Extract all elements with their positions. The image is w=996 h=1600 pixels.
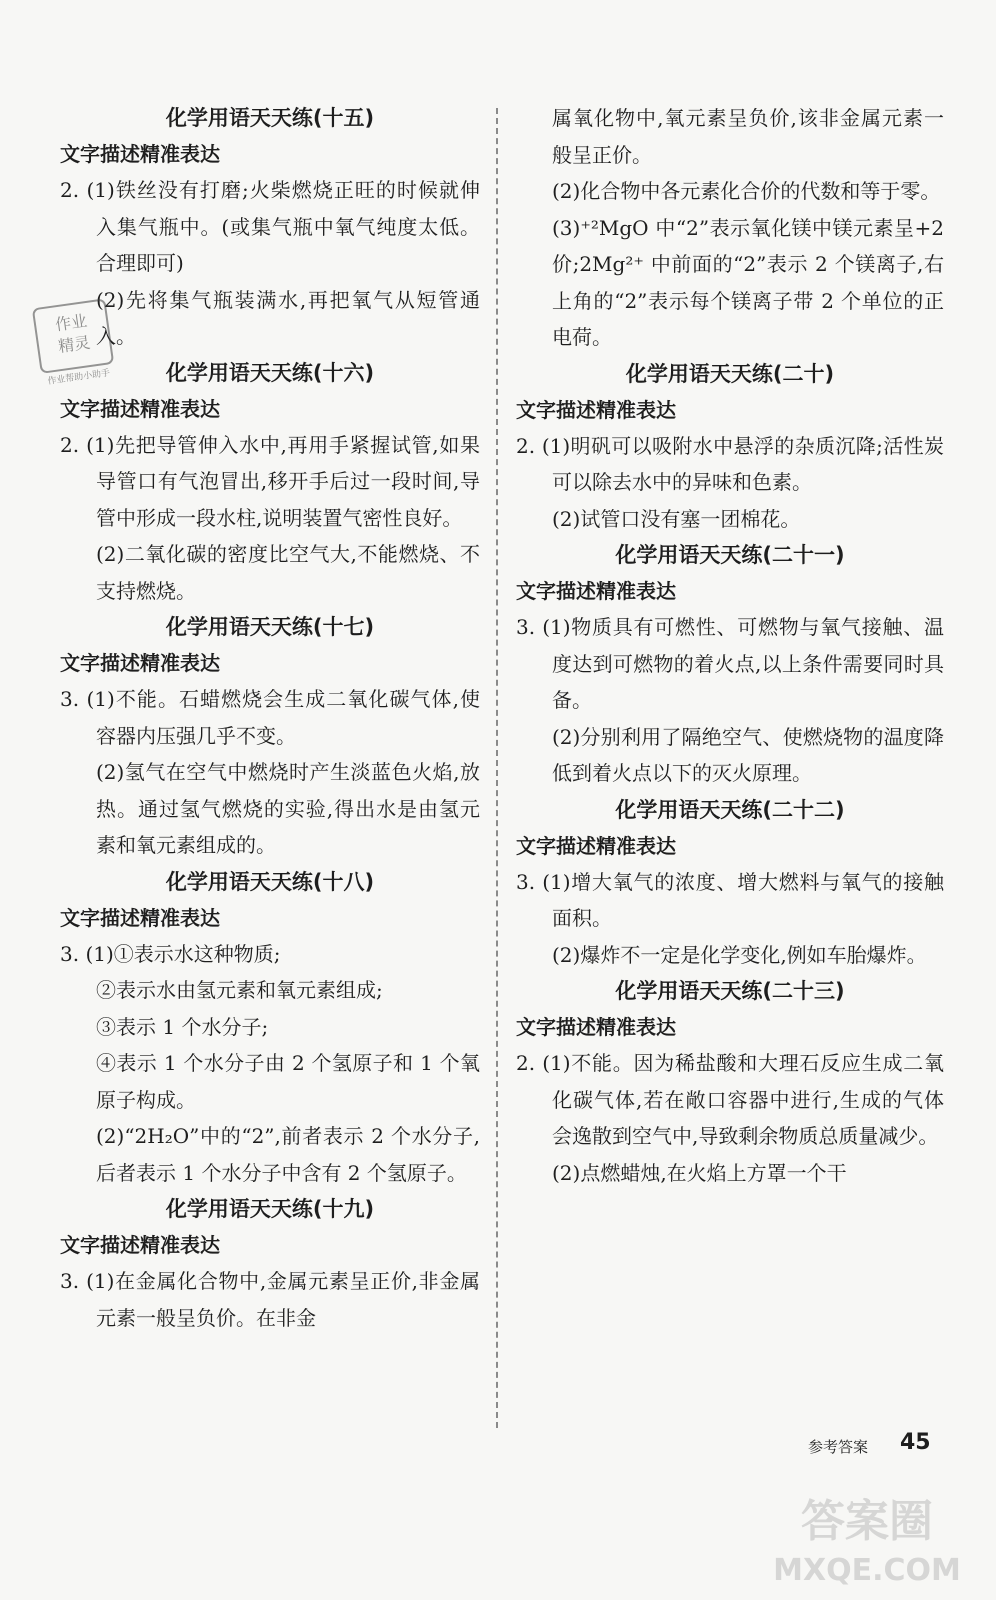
answer-paragraph: 3. (1)不能。石蜡燃烧会生成二氧化碳气体,使容器内压强几乎不变。 — [60, 687, 480, 748]
answer-paragraph: (3)⁺²MgO 中“2”表示氧化镁中镁元素呈+2 价;2Mg²⁺ 中前面的“2”表示 2 个镁离子,右上角的“2”表示每个镁离子带 2 个单位的正电荷。 — [552, 215, 944, 349]
section-title: 化学用语天天练(十六) — [165, 360, 375, 385]
section-title: 化学用语天天练(十七) — [165, 615, 375, 639]
answer-paragraph: 3. (1)物质具有可燃性、可燃物与氧气接触、温度达到可燃物的着火点,以上条件需要同时具备。 — [516, 615, 944, 712]
answer-paragraph: 2. (1)不能。因为稀盐酸和大理石反应生成二氧化碳气体,若在敞口容器中进行,生成的气体会逸散到空气中,导致剩余物质总质量减少。 — [516, 1051, 944, 1148]
right-column — [516, 100, 944, 1191]
stamp-line3: 作业帮助小助手 — [46, 368, 111, 387]
answer-paragraph: (2)氢气在空气中燃烧时产生淡蓝色火焰,放热。通过氢气燃烧的实验,得出水是由氢元素和氧元素组成的。 — [96, 760, 480, 857]
stamp-logo — [28, 295, 119, 391]
column-divider — [496, 108, 498, 1428]
section-title: 化学用语天天练(十八) — [165, 869, 375, 894]
answer-paragraph: (2)二氧化碳的密度比空气大,不能燃烧、不支持燃烧。 — [96, 542, 480, 603]
stamp-line2: 精灵 — [57, 332, 92, 357]
watermark-logo — [756, 1480, 978, 1590]
answer-paragraph: 属氧化物中,氧元素呈负价,该非金属元素一般呈正价。 — [552, 106, 944, 167]
section-title: 化学用语天天练(二十二) — [615, 797, 845, 822]
section-title: 化学用语天天练(十五) — [165, 106, 375, 130]
section-title: 化学用语天天练(二十) — [625, 361, 835, 386]
answer-paragraph: 3. (1)增大氧气的浓度、增大燃料与氧气的接触面积。 — [516, 869, 944, 930]
section-subtitle: 文字描述精准表达 — [516, 397, 676, 422]
answer-paragraph: 2. (1)明矾可以吸附水中悬浮的杂质沉降;活性炭可以除去水中的异味和色素。 — [516, 433, 944, 494]
answer-paragraph: 3. (1)①表示水这种物质; — [60, 941, 281, 966]
section-title: 化学用语天天练(二十三) — [615, 979, 845, 1003]
page-number: 45 — [900, 1430, 931, 1455]
answer-paragraph: ④表示 1 个水分子由 2 个氢原子和 1 个氧原子构成。 — [96, 1051, 480, 1112]
section-subtitle: 文字描述精准表达 — [60, 905, 220, 930]
section-title: 化学用语天天练(二十一) — [615, 543, 845, 567]
answer-paragraph: (2)试管口没有塞一团棉花。 — [552, 506, 801, 531]
section-title: 化学用语天天练(十九) — [165, 1197, 375, 1221]
footer-label: 参考答案 — [808, 1438, 869, 1456]
section-subtitle: 文字描述精准表达 — [60, 1233, 220, 1257]
section-subtitle: 文字描述精准表达 — [516, 833, 676, 858]
answer-paragraph: (2)分别利用了隔绝空气、使燃烧物的温度降低到着火点以下的灭火原理。 — [552, 724, 944, 785]
section-subtitle: 文字描述精准表达 — [516, 579, 676, 603]
watermark-top: 答案圈 — [801, 1496, 933, 1547]
section-subtitle: 文字描述精准表达 — [60, 651, 220, 675]
answer-paragraph: 2. (1)铁丝没有打磨;火柴燃烧正旺的时候就伸入集气瓶中。(或集气瓶中氧气纯度太低。合理即可) — [60, 178, 480, 275]
answer-paragraph: ②表示水由氢元素和氧元素组成; — [96, 978, 383, 1002]
section-subtitle: 文字描述精准表达 — [60, 142, 220, 166]
section-subtitle: 文字描述精准表达 — [60, 396, 220, 421]
answer-paragraph: 3. (1)在金属化合物中,金属元素呈正价,非金属元素一般呈负价。在非金 — [60, 1269, 480, 1330]
watermark-bottom: MXQE.COM — [773, 1553, 961, 1588]
answer-paragraph: (2)化合物中各元素化合价的代数和等于零。 — [552, 179, 941, 203]
section-subtitle: 文字描述精准表达 — [516, 1015, 676, 1039]
answer-paragraph: (2)先将集气瓶装满水,再把氧气从短管通入。 — [96, 287, 480, 348]
left-column — [60, 100, 480, 1336]
answer-paragraph: (2)“2H₂O”中的“2”,前者表示 2 个水分子,后者表示 1 个水分子中含有 2 个氢原子。 — [96, 1124, 480, 1185]
answer-paragraph: ③表示 1 个水分子; — [96, 1014, 269, 1039]
answer-paragraph: (2)点燃蜡烛,在火焰上方罩一个干 — [552, 1160, 847, 1185]
answer-paragraph: (2)爆炸不一定是化学变化,例如车胎爆炸。 — [552, 942, 927, 967]
stamp-line1: 作业 — [53, 311, 89, 335]
answer-paragraph: 2. (1)先把导管伸入水中,再用手紧握试管,如果导管口有气泡冒出,移开手后过一段时间,导管中形成一段水柱,说明装置气密性良好。 — [60, 432, 480, 530]
